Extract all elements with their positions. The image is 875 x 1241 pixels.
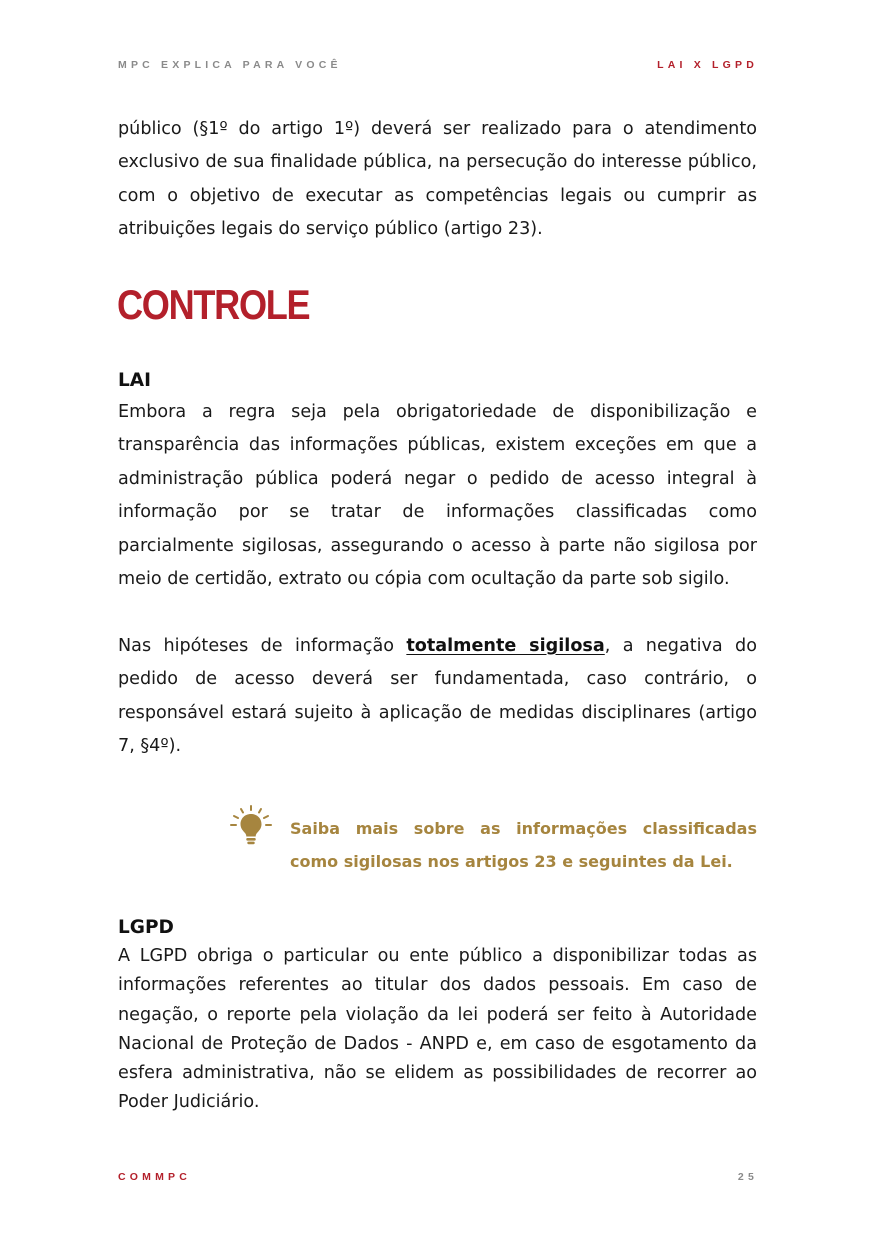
lai-paragraph-1: Embora a regra seja pela obrigatoriedade de disponibilização e transparência das informações públicas, existem exceções em que a administração pública poderá negar o pedido de acesso integral à informação por se tratar de informações classificadas como parcialmente sigilosas, assegurando o acesso à parte não sigilosa por meio de certidão, extrato ou cópia com ocultação da parte sob sigilo. <box>118 402 757 590</box>
section-title: CONTROLE <box>117 281 310 328</box>
lgpd-paragraph: A LGPD obriga o particular ou ente público a disponibilizar todas as informações referentes ao titular dos dados pessoais. Em caso de negação, o reporte pela violação da lei poderá ser feito à Autoridade Nacional de Proteção de Dados - ANPD e, em caso de esgotamento da esfera administrativa, não se elidem as possibilidades de recorrer ao Poder Judiciário. <box>118 946 757 1113</box>
tip-text: Saiba mais sobre as informações classificadas como sigilosas nos artigos 23 e seguintes da Lei. <box>290 819 757 871</box>
emphasis-totalmente-sigilosa: totalmente sigilosa <box>406 636 605 656</box>
intro-paragraph: público (§1º do artigo 1º) deverá ser realizado para o atendimento exclusivo de sua finalidade pública, na persecução do interesse público, com o objetivo de executar as competências legais ou cumprir as atribuições legais do serviço público (artigo 23). <box>118 119 757 240</box>
lai-paragraph-2-start: Nas hipóteses de informação <box>118 636 407 656</box>
lai-paragraph-2 <box>118 630 757 764</box>
lightbulb-icon <box>228 804 274 848</box>
lgpd-heading: LGPD <box>118 917 174 938</box>
running-header-right: LAI X LGPD <box>657 59 758 71</box>
footer-brand: COMMPC <box>118 1171 192 1183</box>
lai-heading: LAI <box>118 370 151 391</box>
page-number: 25 <box>737 1171 758 1183</box>
lai-paragraph-2-end: , a negativa do pedido de acesso deverá ser fundamentada, caso contrário, o responsável estará sujeito à aplicação de medidas disciplinares (artigo 7, §4º). <box>118 636 757 757</box>
running-header-left: MPC EXPLICA PARA VOCÊ <box>118 59 342 71</box>
